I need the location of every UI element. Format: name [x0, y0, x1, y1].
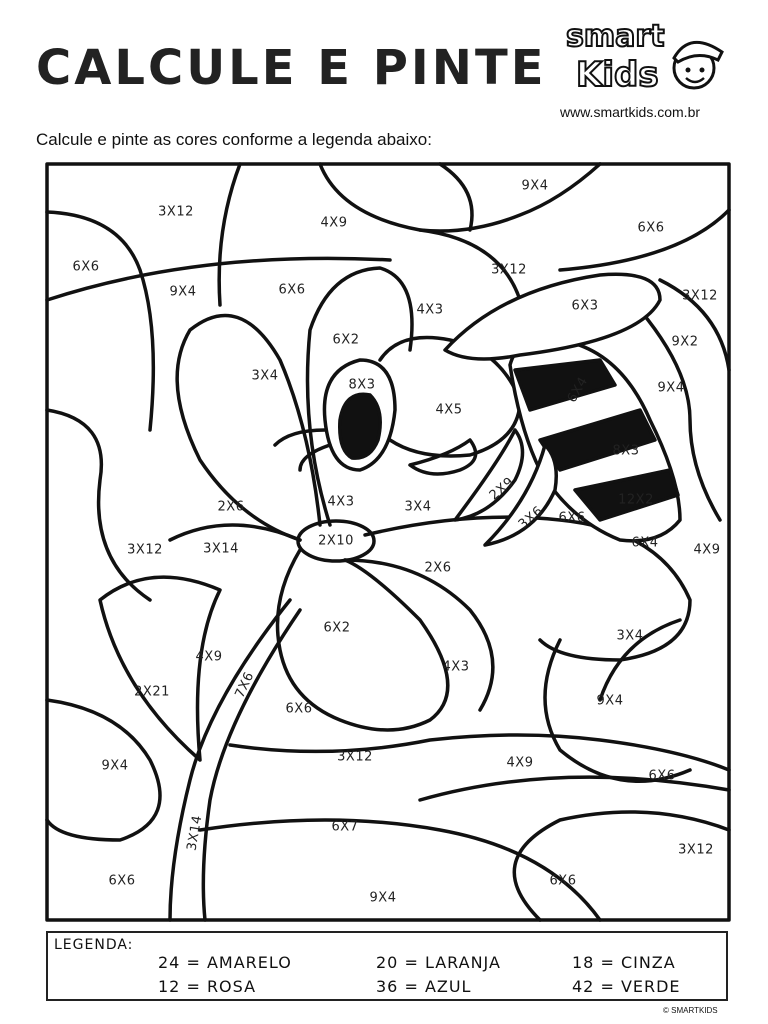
region-number-label: 6X6	[285, 701, 313, 717]
page-title: CALCULE E PINTE	[36, 40, 547, 96]
region-number-label: 3X4	[251, 368, 279, 384]
logo-text-bottom: Kids	[576, 55, 659, 95]
region-number-label: 6X6	[558, 510, 586, 526]
region-number-label: 3X14	[203, 541, 239, 557]
region-number-label: 4X9	[195, 649, 223, 665]
region-number-label: 2X9	[486, 474, 518, 504]
region-number-label: 3X14	[184, 814, 206, 852]
region-number-label: 3X6	[515, 503, 547, 533]
legend-item-amarelo: 24 = AMARELO	[158, 953, 292, 972]
region-number-label: 4X3	[442, 659, 470, 675]
legend-item-rosa: 12 = ROSA	[158, 977, 257, 996]
region-number-label: 3X12	[127, 542, 163, 558]
legend-title: LEGENDA:	[54, 937, 134, 953]
region-number-label: 4X9	[693, 542, 721, 558]
region-number-label: 4X9	[506, 755, 534, 771]
region-number-label: 6X6	[648, 768, 676, 784]
region-number-label: 4X9	[320, 215, 348, 231]
region-number-label: 9X4	[369, 890, 397, 906]
region-number-label: 9X4	[596, 693, 624, 709]
legend-item-laranja: 20 = LARANJA	[376, 953, 501, 972]
region-number-label: 6X4	[631, 535, 659, 551]
region-number-label: 4X5	[435, 402, 463, 418]
region-number-label: 4X3	[327, 494, 355, 510]
region-number-label: 3X12	[491, 262, 527, 278]
region-number-label: 9X4	[169, 284, 197, 300]
region-number-label: 8X3	[348, 377, 376, 393]
website-url: www.smartkids.com.br	[560, 104, 701, 120]
region-number-label: 6X4	[564, 374, 592, 406]
region-number-label: 3X12	[158, 204, 194, 220]
legend-box	[46, 931, 728, 1001]
region-number-label: 2X6	[217, 499, 245, 515]
region-number-label: 6X6	[278, 282, 306, 298]
logo-text-top: smart	[566, 19, 665, 54]
region-number-label: 4X3	[416, 302, 444, 318]
region-number-label: 6X6	[72, 259, 100, 275]
region-number-label: 2X10	[318, 533, 354, 549]
region-number-label: 6X6	[549, 873, 577, 889]
region-number-label: 6X3	[571, 298, 599, 314]
region-number-label: 3X12	[337, 749, 373, 765]
legend-item-cinza: 18 = CINZA	[572, 953, 676, 972]
region-number-label: 3X4	[404, 499, 432, 515]
region-number-label: 9X4	[657, 380, 685, 396]
instructions-text: Calcule e pinte as cores conforme a legenda abaixo:	[36, 130, 432, 149]
region-number-label: 8X3	[612, 443, 640, 459]
region-number-label: 3X12	[678, 842, 714, 858]
region-number-label: 9X4	[101, 758, 129, 774]
copyright-text: © SMARTKIDS	[663, 1006, 718, 1015]
region-number-label: 9X2	[671, 334, 699, 350]
region-number-label: 12X2	[618, 492, 654, 508]
region-number-label: 2X21	[134, 684, 170, 700]
region-number-label: 3X12	[682, 288, 718, 304]
region-number-label: 6X2	[323, 620, 351, 636]
legend-item-azul: 36 = AZUL	[376, 977, 472, 996]
region-number-label: 6X2	[332, 332, 360, 348]
legend-item-verde: 42 = VERDE	[572, 977, 681, 996]
region-number-label: 6X6	[637, 220, 665, 236]
region-number-label: 3X4	[616, 628, 644, 644]
region-number-label: 6X7	[331, 819, 359, 835]
region-number-label: 6X6	[108, 873, 136, 889]
region-number-label: 7X6	[232, 669, 258, 701]
region-number-label: 2X6	[424, 560, 452, 576]
region-number-label: 9X4	[521, 178, 549, 194]
